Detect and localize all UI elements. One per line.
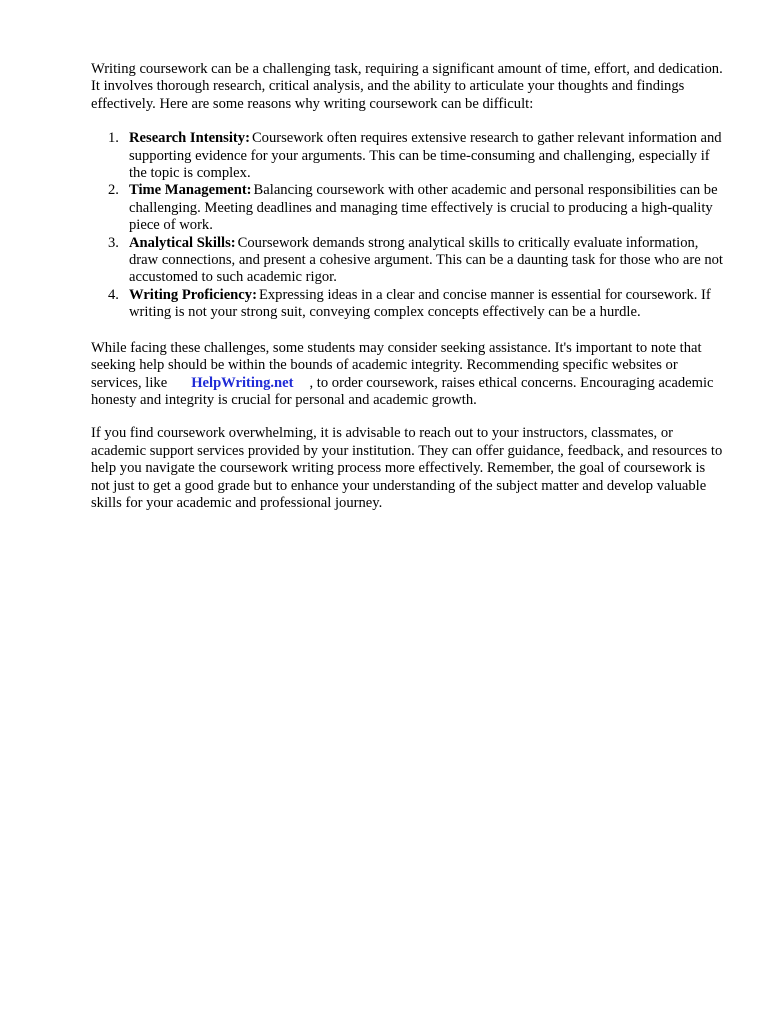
- helpwriting-link[interactable]: HelpWriting.net: [191, 374, 294, 391]
- assistance-paragraph: [91, 340, 723, 410]
- list-item: [91, 287, 723, 322]
- list-item-number: 4.: [108, 286, 119, 303]
- reasons-list: [91, 130, 723, 321]
- list-item-text: Expressing ideas in a clear and concise manner is essential for coursework. If writing is not your strong suit, conveying complex concepts effectively can be a hurdle.: [129, 286, 711, 321]
- list-item: [91, 182, 723, 234]
- list-item-text: Coursework demands strong analytical skills to critically evaluate information, draw connections, and present a cohesive argument. This can be a daunting task for those who are not accustomed to such academic rigor.: [129, 234, 723, 286]
- list-item-text: Coursework often requires extensive research to gather relevant information and supporting evidence for your arguments. This can be time-consuming and challenging, especially if the topic is complex.: [129, 130, 722, 182]
- assistance-text-before: While facing these challenges, some students may consider seeking assistance. It's important to note that seeking help should be within the bounds of academic integrity. Recommending specific websites or services, like: [91, 339, 702, 391]
- assistance-text-after: , to order coursework, raises ethical concerns. Encouraging academic honesty and integrity is crucial for personal and academic growth.: [91, 374, 714, 408]
- list-item-number: 2.: [108, 182, 119, 199]
- intro-paragraph: Writing coursework can be a challenging task, requiring a significant amount of time, effort, and dedication. It involves thorough research, critical analysis, and the ability to articulate your thoughts and findings effectively. Here are some reasons why writing coursework can be difficult:: [91, 61, 723, 112]
- list-item-term: Writing Proficiency:: [129, 286, 257, 303]
- list-item-term: Time Management:: [129, 182, 252, 199]
- list-item-term: Research Intensity:: [129, 130, 250, 147]
- list-item-term: Analytical Skills:: [129, 234, 236, 251]
- document-page: [91, 61, 723, 512]
- list-item: [91, 235, 723, 287]
- closing-paragraph: If you find coursework overwhelming, it is advisable to reach out to your instructors, classmates, or academic support services provided by your institution. They can offer guidance, feedback, and resources to help you navigate the coursework writing process more effectively. Remember, the goal of coursework is not just to get a good grade but to enhance your understanding of the subject matter and develop valuable skills for your academic and professional journey.: [91, 425, 723, 511]
- list-item-text: Balancing coursework with other academic and personal responsibilities can be challenging. Meeting deadlines and managing time effectively is crucial to producing a high-quality piece of work.: [129, 182, 718, 234]
- list-item: [91, 130, 723, 182]
- list-item-number: 3.: [108, 234, 119, 251]
- list-item-number: 1.: [108, 130, 119, 147]
